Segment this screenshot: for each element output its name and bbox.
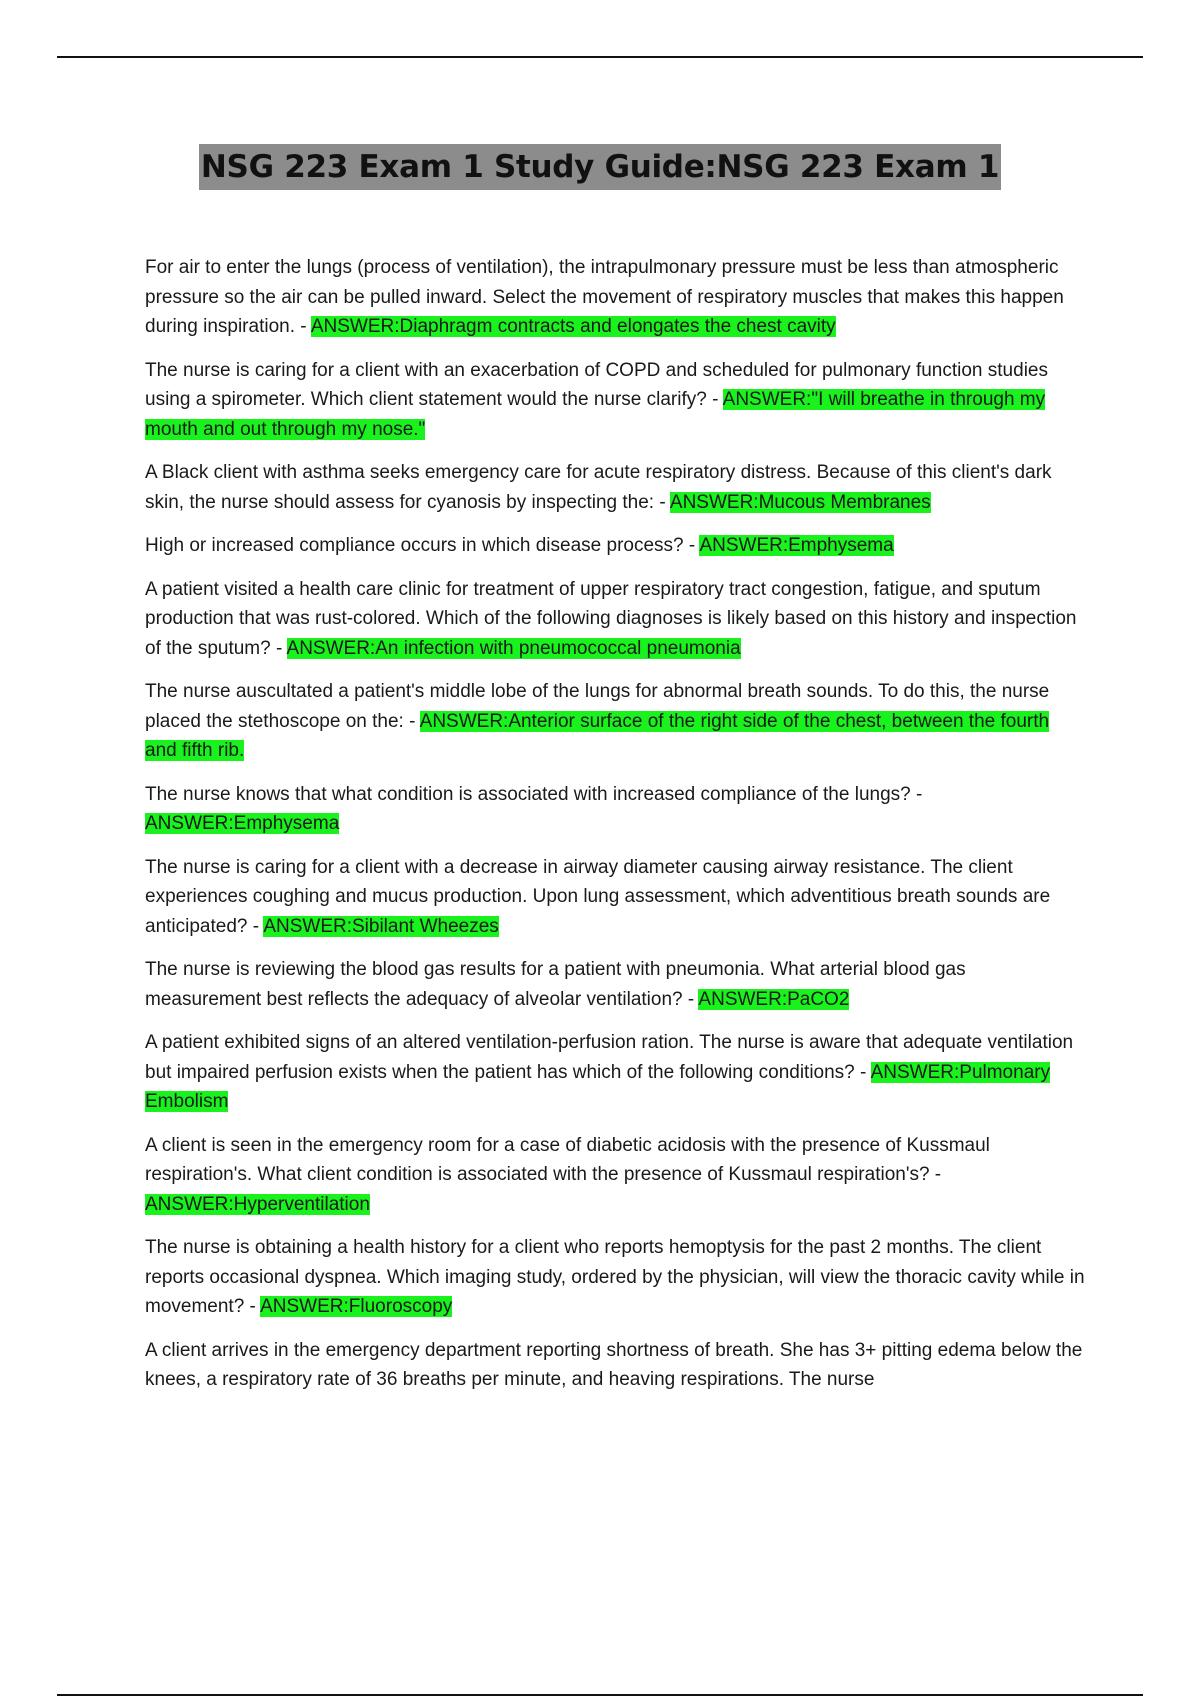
qa-item-8	[145, 853, 1085, 942]
qa-item-9	[145, 955, 1085, 1014]
answer-highlight: ANSWER:Emphysema	[699, 535, 894, 556]
qa-item-5	[145, 575, 1085, 664]
question-text: A client is seen in the emergency room for a case of diabetic acidosis with the presence of Kussmaul respiration's. What client condition is associated with the presence of Kussmaul respiration's? -	[145, 1134, 990, 1185]
answer-highlight: ANSWER:Anterior surface of the right side of the chest, between the fourth and fifth rib.	[145, 710, 1050, 761]
title-container	[0, 144, 1200, 190]
qa-item-6	[145, 677, 1085, 766]
qa-item-12	[145, 1233, 1085, 1322]
answer-highlight: ANSWER:Emphysema	[145, 813, 340, 834]
answer-highlight: ANSWER:Hyperventilation	[145, 1193, 370, 1215]
question-text: A patient visited a health care clinic for treatment of upper respiratory tract congestion, fatigue, and sputum production that was rust-colored. Which of the following diagnoses is likely based on this history and inspection of the sputum? -	[145, 578, 1077, 659]
bottom-rule	[57, 1694, 1143, 1696]
qa-item-2	[145, 356, 1085, 445]
answer-highlight: ANSWER:Mucous Membranes	[669, 491, 931, 513]
answer-highlight: ANSWER:"I will breathe in through my mouth and out through my nose."	[145, 389, 1046, 440]
question-text: A client arrives in the emergency department reporting shortness of breath. She has 3+ pitting edema below the knees, a respiratory rate of 36 breaths per minute, and heaving respirations. The nurse	[145, 1339, 1083, 1390]
qa-item-4	[145, 531, 1085, 561]
qa-item-11	[145, 1131, 1085, 1220]
qa-item-10	[145, 1028, 1085, 1117]
qa-list	[145, 253, 1085, 1409]
question-text: For air to enter the lungs (process of ventilation), the intrapulmonary pressure must be less than atmospheric pressure so the air can be pulled inward. Select the movement of respiratory muscles that makes this happen during inspiration. -	[145, 257, 1064, 337]
question-text: The nurse knows that what condition is associated with increased compliance of the lungs? -	[145, 783, 923, 805]
question-text: A patient exhibited signs of an altered ventilation-perfusion ration. The nurse is aware that adequate ventilation but impaired perfusion exists when the patient has which of the following conditions? -	[145, 1032, 1074, 1083]
answer-highlight: ANSWER:Sibilant Wheezes	[263, 915, 499, 937]
question-text: A Black client with asthma seeks emergency care for acute respiratory distress. Because of this client's dark skin, the nurse should assess for cyanosis by inspecting the: -	[145, 462, 1052, 513]
answer-highlight: ANSWER:Diaphragm contracts and elongates the chest cavity	[310, 316, 836, 337]
answer-highlight: ANSWER:Fluoroscopy	[260, 1296, 453, 1317]
question-text: The nurse is reviewing the blood gas results for a patient with pneumonia. What arterial blood gas measurement best reflects the adequacy of alveolar ventilation? -	[145, 959, 966, 1010]
qa-item-1	[145, 253, 1085, 342]
qa-item-3	[145, 458, 1085, 517]
answer-highlight: ANSWER:PaCO2	[698, 988, 850, 1010]
question-text: The nurse auscultated a patient's middle lobe of the lungs for abnormal breath sounds. To do this, the nurse placed the stethoscope on the: -	[145, 681, 1050, 732]
qa-item-13	[145, 1336, 1085, 1395]
answer-highlight: ANSWER:An infection with pneumococcal pneumonia	[286, 637, 741, 659]
question-text: The nurse is obtaining a health history for a client who reports hemoptysis for the past 2 months. The client reports occasional dyspnea. Which imaging study, ordered by the physician, will view the thoracic cavity while in movement? -	[145, 1237, 1085, 1317]
question-text: The nurse is caring for a client with an exacerbation of COPD and scheduled for pulmonary function studies using a spirometer. Which client statement would the nurse clarify? -	[145, 359, 1048, 410]
question-text: The nurse is caring for a client with a decrease in airway diameter causing airway resistance. The client experiences coughing and mucus production. Upon lung assessment, which adventitious breath sounds are anticipated? -	[145, 856, 1051, 937]
answer-highlight: ANSWER:Pulmonary Embolism	[145, 1061, 1051, 1112]
top-rule	[57, 56, 1143, 58]
qa-item-7	[145, 780, 1085, 839]
question-text: High or increased compliance occurs in which disease process? -	[145, 535, 700, 556]
document-title: NSG 223 Exam 1 Study Guide:NSG 223 Exam 1	[199, 144, 1001, 190]
